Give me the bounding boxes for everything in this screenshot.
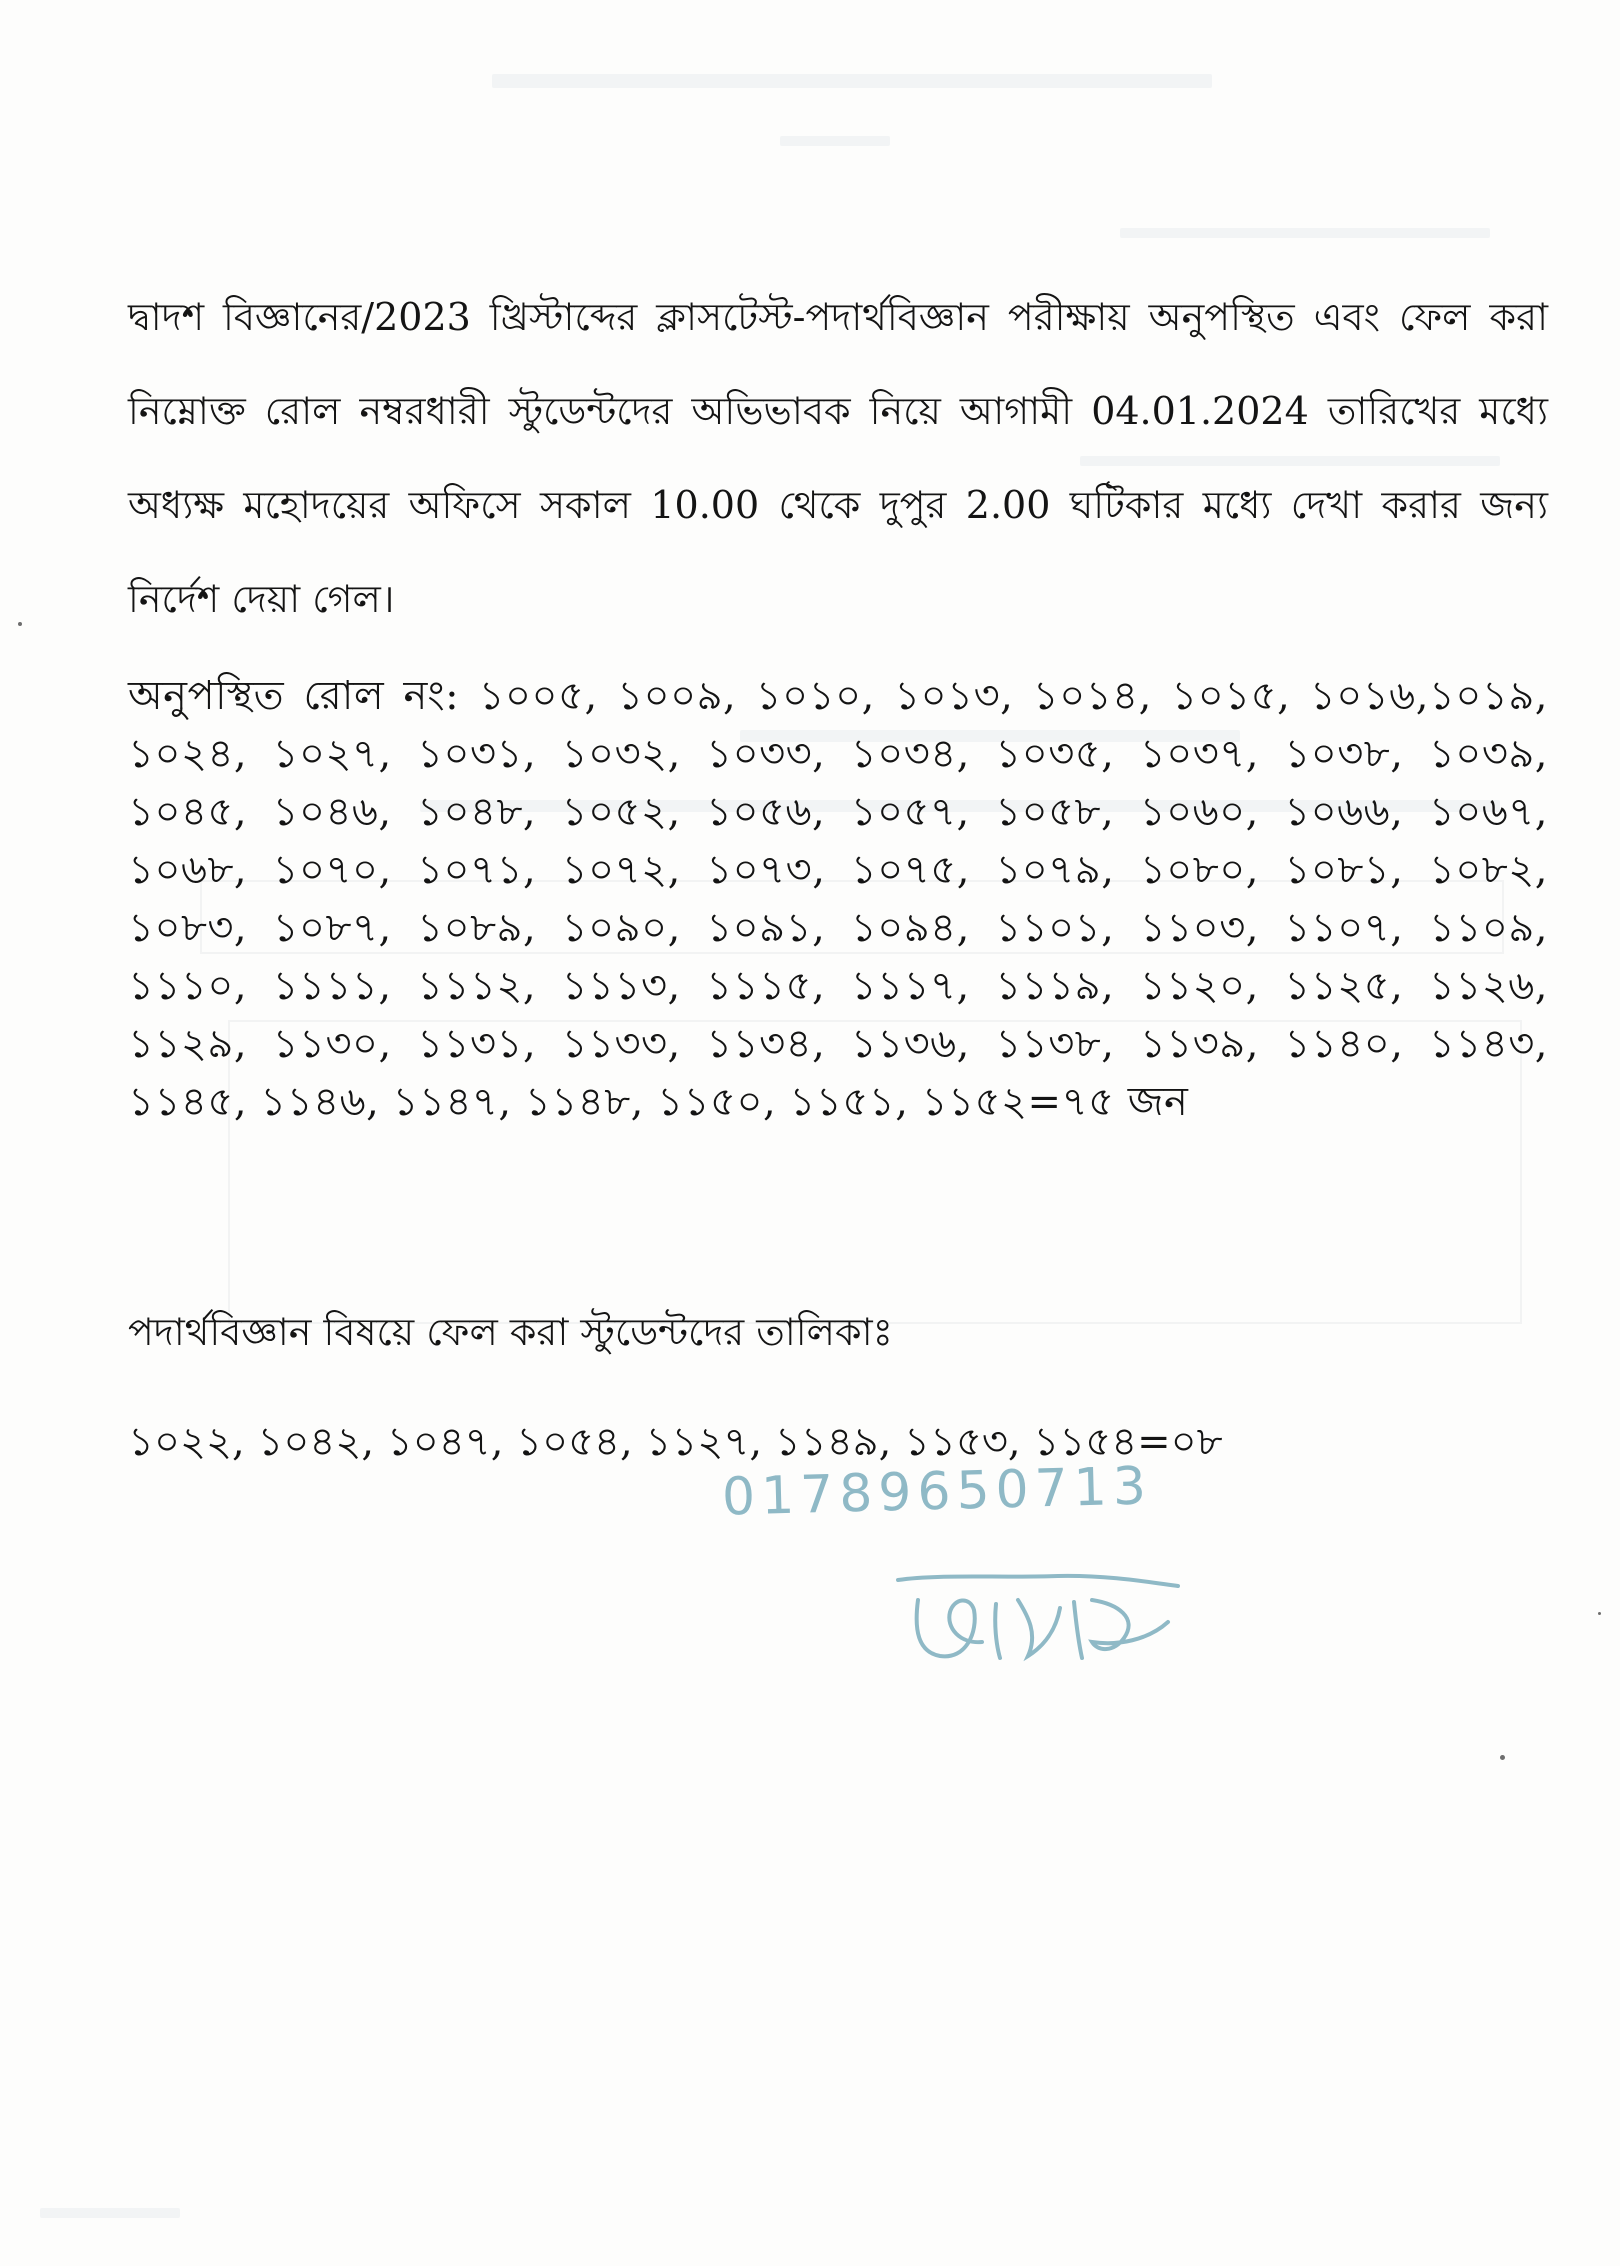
fail-roll-list: ১০২২, ১০৪২, ১০৪৭, ১০৫৪, ১১২৭, ১১৪৯, ১১৫৩, ১১৫৪=০৮ [128, 1419, 1223, 1465]
paper-speck [18, 622, 22, 626]
paper-speck [1500, 1755, 1505, 1760]
bleed-through-line [780, 136, 890, 146]
absent-roll-section [128, 667, 1548, 1131]
bleed-through-line [1120, 228, 1490, 238]
bleed-through-line [492, 74, 1212, 88]
paper-speck [1598, 1612, 1601, 1615]
fail-list-heading: পদার্থবিজ্ঞান বিষয়ে ফেল করা স্টুডেন্টদের তালিকাঃ [128, 1310, 893, 1354]
handwritten-phone-number: 01789650713 [721, 1456, 1153, 1528]
bleed-through-line [40, 2208, 180, 2218]
notice-intro: দ্বাদশ বিজ্ঞানের/2023 খ্রিস্টাব্দের ক্লাসটেস্ট-পদার্থবিজ্ঞান পরীক্ষায় অনুপস্থিত এবং ফেল করা নিম্নোক্ত রোল নম্বরধারী স্টুডেন্টদের অভিভাবক নিয়ে আগামী 04.01.2024 তারিখের মধ্যে অধ্যক্ষ মহোদয়ের অফিসে সকাল 10.00 থেকে দুপুর 2.00 ঘটিকার মধ্যে দেখা করার জন্য নির্দেশ দেয়া গেল। [128, 295, 1548, 621]
absent-roll-list: ১০০৫, ১০০৯, ১০১০, ১০১৩, ১০১৪, ১০১৫, ১০১৬,১০১৯, ১০২৪, ১০২৭, ১০৩১, ১০৩২, ১০৩৩, ১০৩৪, ১০৩৫, ১০৩৭, ১০৩৮, ১০৩৯, ১০৪৫, ১০৪৬, ১০৪৮, ১০৫২, ১০৫৬, ১০৫৭, ১০৫৮, ১০৬০, ১০৬৬, ১০৬৭, ১০৬৮, ১০৭০, ১০৭১, ১০৭২, ১০৭৩, ১০৭৫, ১০৭৯, ১০৮০, ১০৮১, ১০৮২, ১০৮৩, ১০৮৭, ১০৮৯, ১০৯০, ১০৯১, ১০৯৪, ১১০১, ১১০৩, ১১০৭, ১১০৯, ১১১০, ১১১১, ১১১২, ১১১৩, ১১১৫, ১১১৭, ১১১৯, ১১২০, ১১২৫, ১১২৬, ১১২৯, ১১৩০, ১১৩১, ১১৩৩, ১১৩৪, ১১৩৬, ১১৩৮, ১১৩৯, ১১৪০, ১১৪৩, ১১৪৫, ১১৪৬, ১১৪৭, ১১৪৮, ১১৫০, ১১৫১, ১১৫২=৭৫ জন [128, 673, 1548, 1125]
absent-roll-label: অনুপস্থিত রোল নং: [128, 673, 460, 719]
handwritten-signature [878, 1560, 1198, 1680]
